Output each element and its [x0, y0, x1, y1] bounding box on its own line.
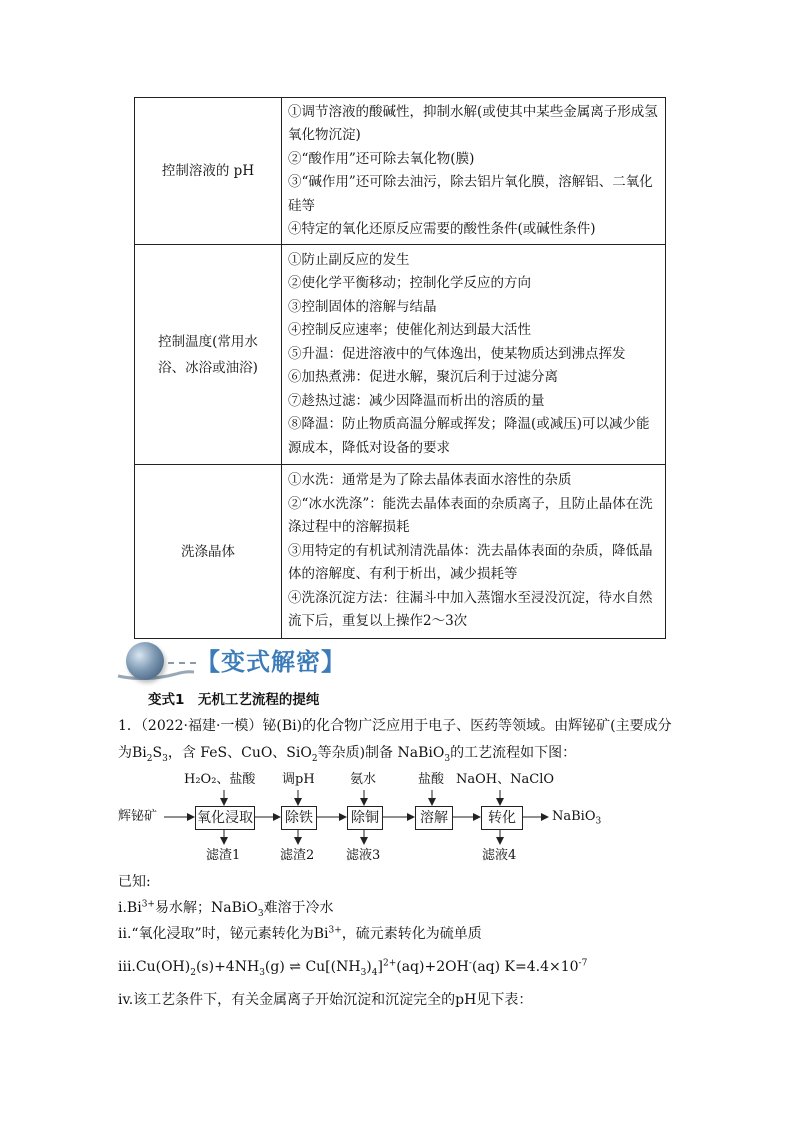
text: 易水解；NaBiO	[154, 900, 258, 916]
list-item: ⑦趁热过滤：减少因降温而析出的溶质的量	[288, 392, 545, 409]
superscript: -7	[578, 958, 588, 969]
table-row	[135, 245, 666, 465]
text: ii.“氧化浸取”时，铋元素转化为Bi	[118, 926, 329, 942]
list-item: ③用特定的有机试剂清洗晶体：洗去晶体表面的杂质，降低晶体的溶解度、有利于析出，减少损耗等	[288, 542, 653, 583]
list-item: ②“冰水洗涤”：能洗去晶体表面的杂质离子，且防止晶体在洗涤过程中的溶解损耗	[288, 495, 653, 536]
flow-step-copper-removal: 除铜	[347, 806, 383, 830]
flow-step-dissolution: 溶解	[415, 806, 453, 830]
list-item: ③控制固体的溶解与结晶	[288, 298, 437, 315]
list-item: ⑧降温：防止物质高温分解或挥发；降温(或减压)可以减少能源成本，降低对设备的要求	[288, 416, 650, 456]
reagent-label: NaOH、NaClO	[456, 772, 555, 787]
list-item: ⑥加热煮沸：促进水解，聚沉后利于过滤分离	[288, 369, 558, 386]
row-content	[282, 245, 666, 465]
row-label: 控制温度(常用水浴、冰浴或油浴)	[135, 245, 282, 465]
text: S	[152, 745, 163, 761]
text: (g)	[264, 959, 290, 975]
text: ]	[377, 959, 383, 975]
subscript: 3	[444, 753, 451, 764]
subscript: 3	[259, 967, 265, 978]
text: 为Bi	[118, 745, 147, 761]
text: ，硫元素转化为硫单质	[341, 926, 482, 942]
row-content	[282, 98, 666, 245]
superscript: 3+	[141, 899, 155, 910]
reagent-label: H₂O₂、盐酸	[184, 772, 256, 787]
subscript: 2	[146, 753, 153, 764]
list-item: ④特定的氧化还原反应需要的酸性条件(或碱性条件)	[288, 221, 596, 237]
section-title: 变式1 无机工艺流程的提纯	[148, 692, 320, 708]
list-item: ②使化学平衡移动；控制化学反应的方向	[288, 275, 531, 292]
list-item: ①水洗：通常是为了除去晶体表面水溶性的杂质	[288, 472, 572, 489]
subscript: 3	[360, 967, 367, 978]
text: 的工艺流程如下图：	[450, 745, 577, 761]
dash-divider	[168, 662, 196, 664]
flow-step-conversion: 转化	[481, 806, 523, 830]
text: (s)+4NH	[195, 959, 260, 975]
superscript: 2+	[382, 958, 397, 969]
subscript: 3	[257, 908, 264, 919]
output-label: 滤渣1	[206, 848, 241, 863]
list-item: ②“酸作用”还可除去氧化物(膜)	[288, 150, 475, 167]
list-item: ④洗涤沉淀方法：往漏斗中加入蒸馏水至浸没沉淀，待水自然流下后，重复以上操作2～3次	[288, 589, 653, 630]
problem-line-2	[118, 743, 576, 763]
subscript: 4	[371, 967, 378, 978]
list-item: ①调节溶液的酸碱性，抑制水解(或使其中某些金属离子形成氢氧化物沉淀)	[288, 103, 658, 143]
process-flow-diagram	[118, 770, 638, 870]
text: 难溶于冷水	[263, 900, 334, 916]
known-item-ii	[118, 924, 482, 944]
superscript: 3+	[328, 925, 342, 936]
list-item: ⑤升温：促进溶液中的气体逸出，使某物质达到沸点挥发	[288, 345, 626, 362]
text: 等杂质)制备 NaBiO	[317, 745, 445, 761]
output-label: 滤渣2	[280, 848, 315, 863]
flow-step-oxidative-leach: 氧化浸取	[195, 806, 255, 830]
table-row	[135, 465, 666, 639]
row-label: 控制溶液的 pH	[135, 98, 282, 245]
row-label: 洗涤晶体	[135, 465, 282, 639]
text: NaBiO	[552, 809, 596, 824]
output-label: 滤液3	[346, 848, 381, 863]
subscript: 2	[311, 753, 318, 764]
known-item-i	[118, 898, 334, 918]
subscript: 3	[162, 753, 168, 764]
list-item: ①防止副反应的发生	[288, 251, 410, 268]
text: i.Bi	[118, 900, 142, 916]
reagent-label: 调pH	[282, 772, 315, 787]
known-title: 已知:	[118, 874, 151, 890]
problem-line-1: 1．（2022·福建·一模）铋(Bi)的化合物广泛应用于电子、医药等领域。由辉铋矿(主要成分	[118, 718, 672, 734]
subscript: 3	[595, 816, 602, 827]
list-item: ④控制反应速率；使催化剂达到最大活性	[288, 322, 531, 339]
text: iii.Cu(OH)	[118, 959, 191, 975]
output-label: 滤液4	[482, 848, 517, 863]
section-banner	[116, 640, 416, 684]
known-item-iv: iv.该工艺条件下，有关金属离子开始沉淀和沉淀完全的pH见下表：	[118, 992, 533, 1008]
text: (aq)+2OH	[396, 959, 469, 975]
globe-icon	[126, 642, 164, 680]
known-item-iii	[118, 957, 587, 977]
text: ，含 FeS、CuO、SiO	[167, 745, 312, 761]
flow-start: 辉铋矿	[118, 809, 158, 824]
text: (aq) K=4.4×10	[471, 959, 579, 975]
reagent-label: 氨水	[350, 772, 377, 787]
table-row	[135, 98, 666, 245]
conditions-table	[134, 97, 666, 639]
equilibrium-arrow: ⇌	[289, 959, 301, 975]
flow-end	[552, 809, 601, 825]
row-content	[282, 465, 666, 639]
flow-step-iron-removal: 除铁	[281, 806, 317, 830]
text: Cu[(NH	[301, 959, 361, 975]
reagent-label: 盐酸	[418, 772, 445, 787]
text: )	[366, 959, 372, 975]
subscript: 2	[190, 967, 196, 978]
banner-title: 【变式解密】	[196, 648, 346, 676]
superscript: -	[468, 958, 472, 969]
list-item: ③“碱作用”还可除去油污，除去铝片氧化膜，溶解铝、二氧化硅等	[288, 174, 653, 214]
